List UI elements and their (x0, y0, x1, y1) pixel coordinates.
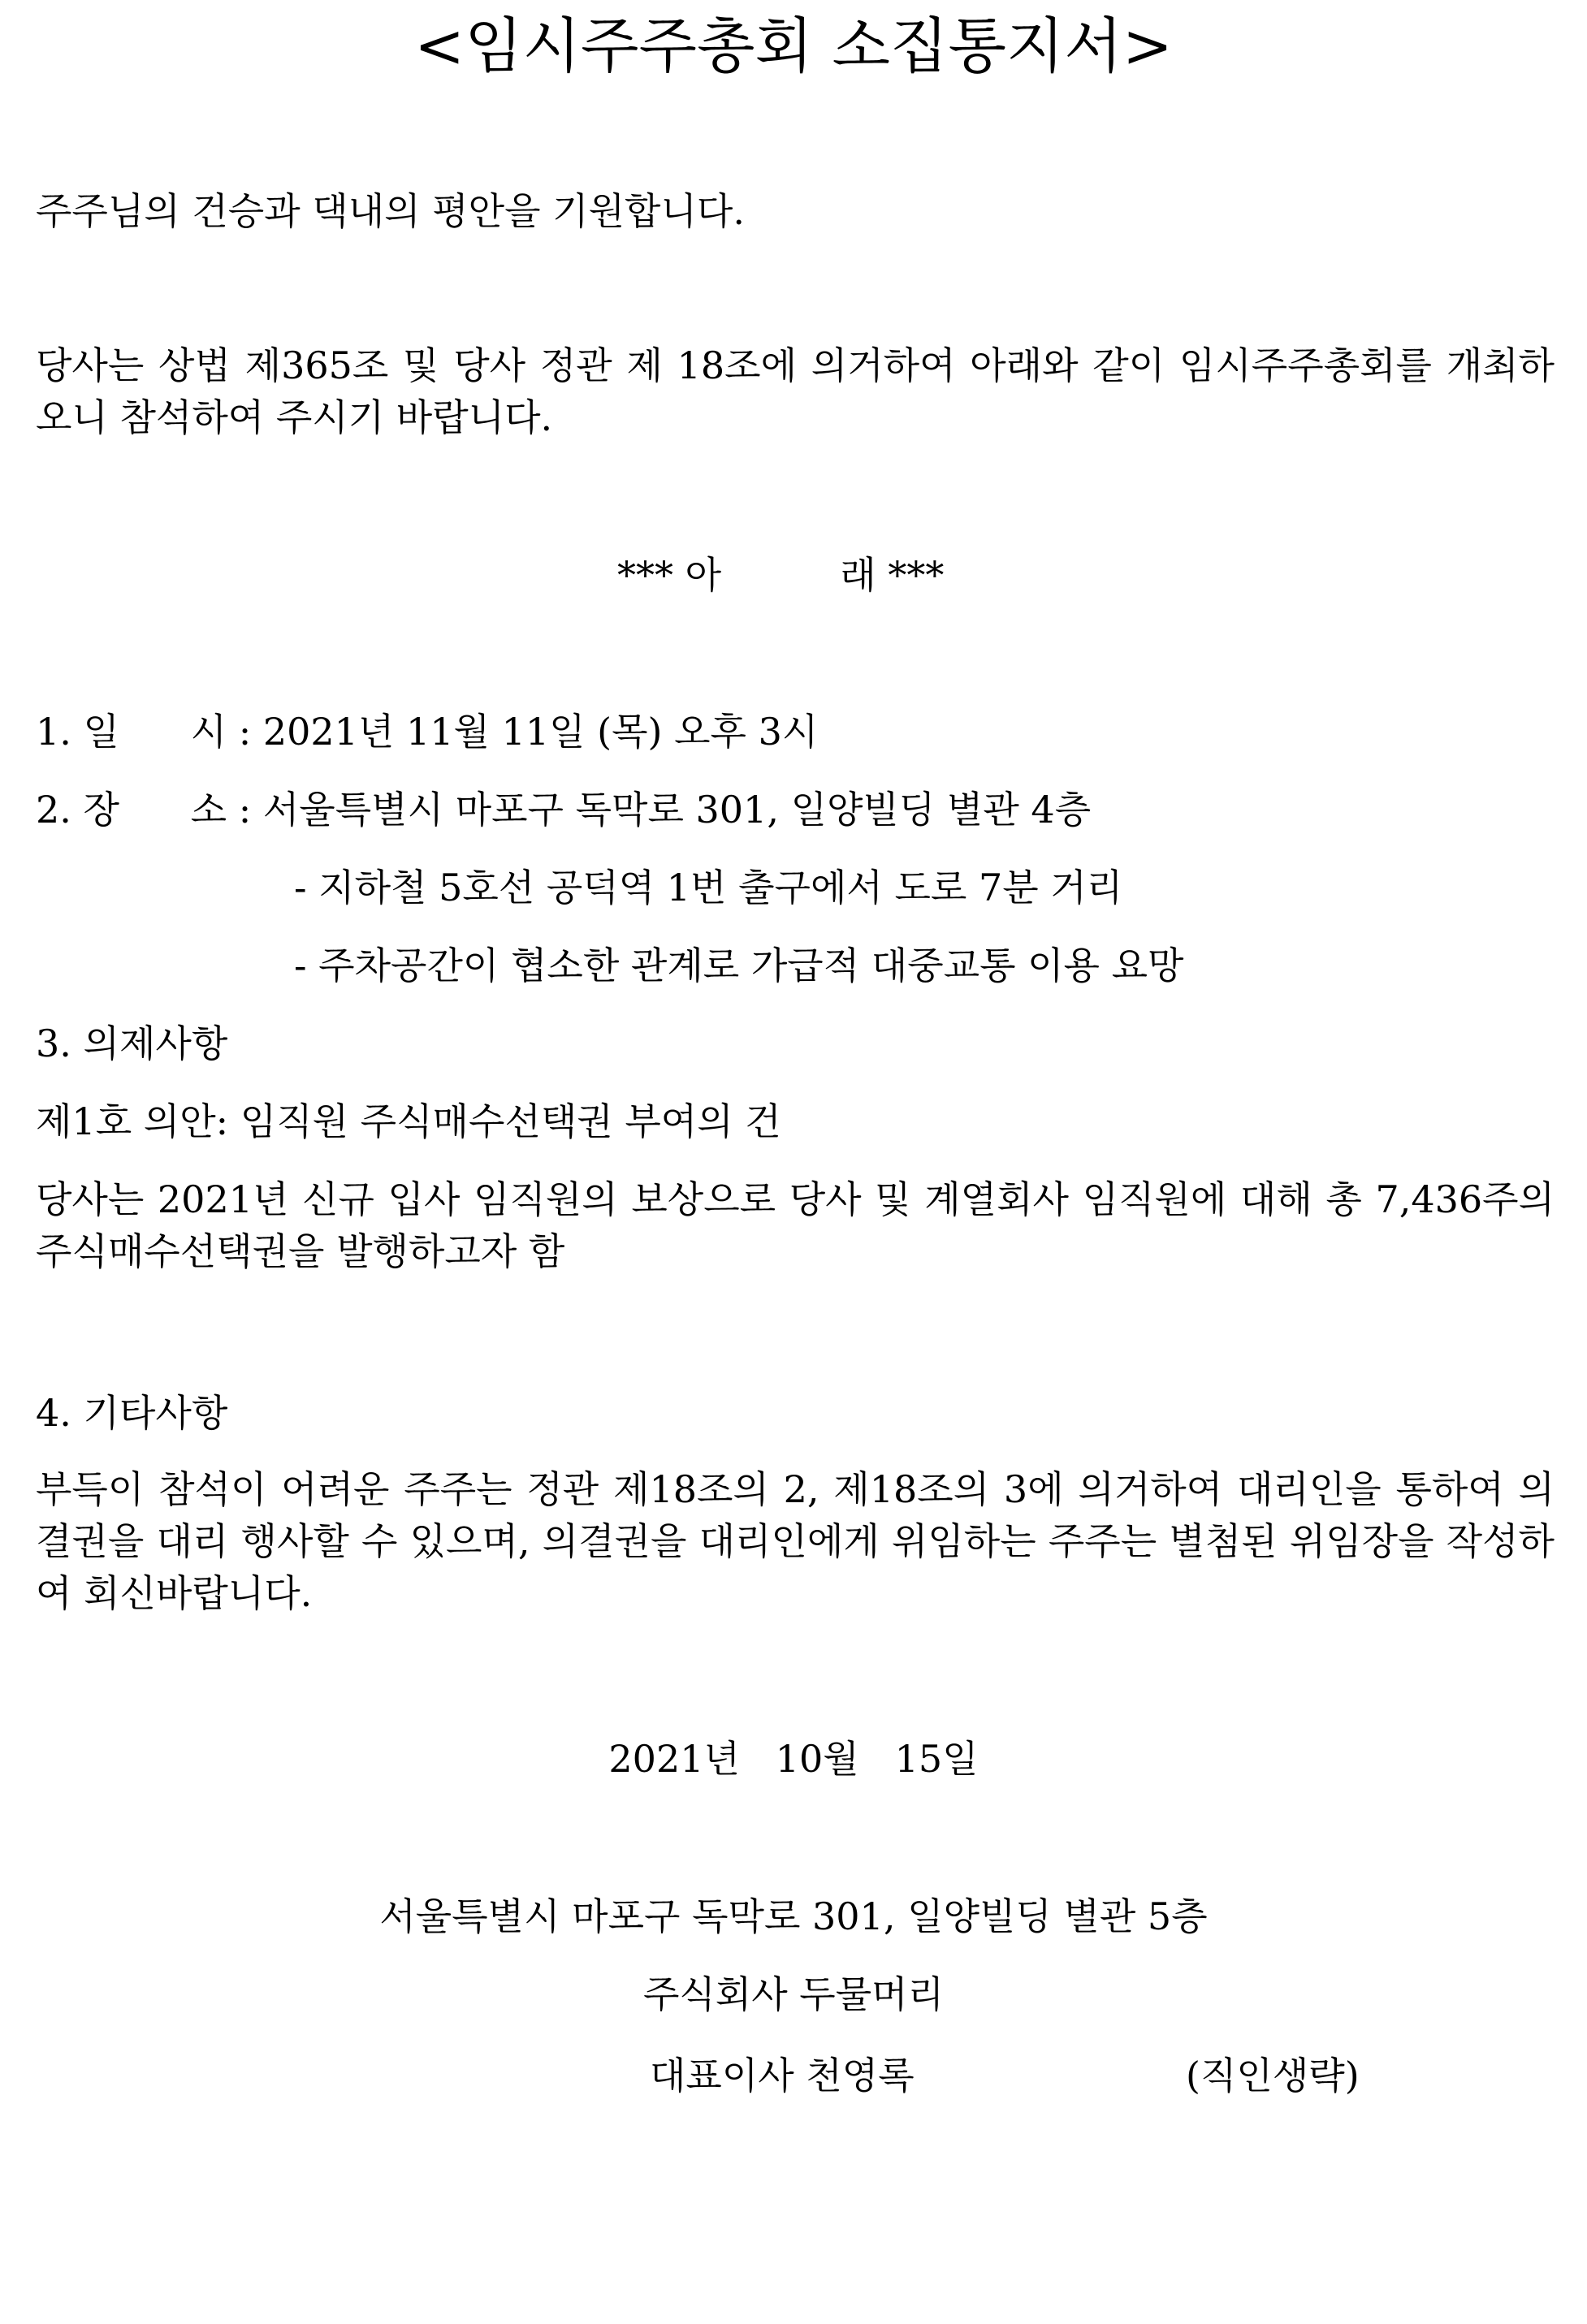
other-description: 부득이 참석이 어려운 주주는 정관 제18조의 2, 제18조의 3에 의거하여 대리인을 통하여 의결권을 대리 행사할 수 있으며, 의결권을 대리인에게 위임하는 주주는 별첨된 위임장을 작성하여 회신바랍니다. (36, 1467, 1555, 1615)
agenda-heading: 3. 의제사항 (36, 1022, 228, 1065)
notice-date: 2021년 10월 15일 (608, 1737, 979, 1781)
seal-note: (직인생략) (1186, 2054, 1360, 2097)
representative-name: 대표이사 천영록 (650, 2054, 915, 2097)
intro-paragraph: 당사는 상법 제365조 및 당사 정관 제 18조에 의거하여 아래와 같이 임시주주총회를 개최하오니 참석하여 주시기 바랍니다. (36, 343, 1555, 439)
greeting-text: 주주님의 건승과 댁내의 평안을 기원합니다. (36, 189, 745, 233)
place-note-parking: - 주차공간이 협소한 관계로 가급적 대중교통 이용 요망 (294, 944, 1184, 987)
place-line: 2. 장 소 : 서울특별시 마포구 독막로 301, 일양빌딩 별관 4층 (36, 788, 1092, 832)
company-name: 주식회사 두물머리 (642, 1972, 945, 2016)
document-title: <임시주주총회 소집통지서> (414, 11, 1173, 81)
other-heading: 4. 기타사항 (36, 1391, 228, 1435)
agenda-description: 당사는 2021년 신규 입사 임직원의 보상으로 당사 및 계열회사 임직원에 대해 총 7,436주의 주식매수선택권을 발행하고자 함 (36, 1177, 1555, 1273)
company-address: 서울특별시 마포구 독막로 301, 일양빌딩 별관 5층 (379, 1894, 1208, 1938)
below-heading: *** 아 래 *** (617, 553, 945, 597)
date-line: 1. 일 시 : 2021년 11월 11일 (목) 오후 3시 (36, 710, 819, 754)
agenda-item: 제1호 의안: 임직원 주식매수선택권 부여의 건 (36, 1099, 781, 1143)
place-note-subway: - 지하철 5호선 공덕역 1번 출구에서 도로 7분 거리 (294, 866, 1123, 909)
